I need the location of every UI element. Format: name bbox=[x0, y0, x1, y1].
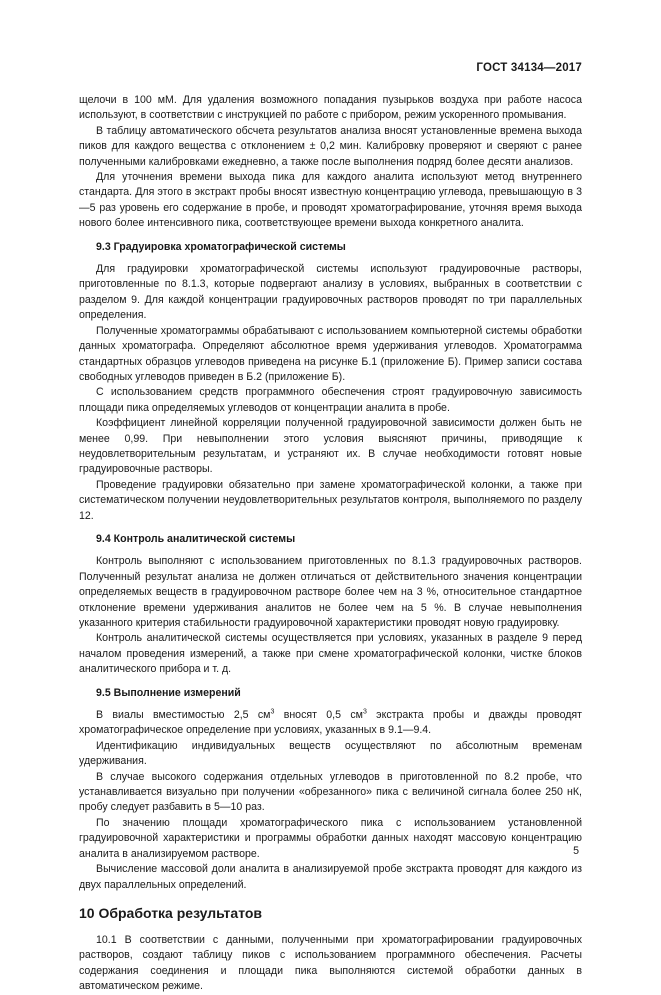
paragraph bbox=[79, 708, 582, 739]
paragraph: В таблицу автоматического обсчета результатов анализа вносят установленные времена выхода пиков для каждого вещества с отклонением ± 0,2 мин. Калибровку проверяют и сверяют с ранее полученными калибровками ежедневно, а также после выполнения подряд более десяти анализов. bbox=[79, 124, 582, 168]
paragraph: С использованием средств программного обеспечения строят градуировочную зависимость площади пика определяемых углеводов от концентрации аналита в пробе. bbox=[79, 386, 582, 414]
paragraph: 10.1 В соответствии с данными, полученными при хроматографировании градуировочных растворов, создают таблицу пиков с использованием программного обеспечения. Расчеты содержания соединения и площади пика выполняются системой обработки данных в автоматическом режиме. bbox=[79, 933, 582, 993]
text-run: вносят 0,5 см bbox=[274, 709, 363, 722]
paragraph: По значению площади хроматографического пика с использованием установленной градуировочной характеристики и программы обработки данных находят массовую концентрацию аналита в анализируемом растворе. bbox=[79, 816, 582, 860]
superscript: 3 bbox=[362, 708, 367, 716]
paragraph: В случае высокого содержания отдельных углеводов в приготовленной по 8.2 пробе, что устанавливается визуально при получении «обрезанного» пика с величиной сигнала более 250 нК, пробу следует разбавить в 5—10 раз. bbox=[79, 770, 582, 814]
paragraph: Вычисление массовой доли аналита в анализируемой пробе экстракта проводят для каждого из двух параллельных определений. bbox=[79, 863, 582, 891]
paragraph: Контроль выполняют с использованием приготовленных по 8.1.3 градуировочных растворов. Полученный результат анализа не должен отличаться от действительного значения концентрации определяемых веществ в градуировочном растворе более чем на 3 %, относительное стандартное отклонение времени удерживания аналитов не более чем на 5 %. В случае невыполнения указанного критерия стабильности градуировочной характеристики проводят новую градуировку. bbox=[79, 555, 582, 629]
paragraph: Проведение градуировки обязательно при замене хроматографической колонки, а также при систематическом получении неудовлетворительных результатов контроля, выполняемого по разделу 12. bbox=[79, 478, 582, 522]
page-number: 5 bbox=[573, 845, 579, 857]
text-run: экстракта пробы и дважды проводят хроматографическое определение при условиях, указанных в 9.1—9.4. bbox=[79, 709, 582, 737]
standard-number: ГОСТ 34134—2017 bbox=[476, 62, 582, 74]
paragraph: Идентификацию индивидуальных веществ осуществляют по абсолютным временам удерживания. bbox=[79, 739, 582, 768]
paragraph: Полученные хроматограммы обрабатывают с использованием компьютерной системы обработки данных хроматографа. Определяют абсолютное время удерживания углеводов. Хроматограмма стандартных образцов углеводов приведена на рисунке Б.1 (приложение Б). Пример записи состава свободных углеводов приведен в Б.2 (приложение Б). bbox=[79, 324, 582, 383]
document-body bbox=[79, 93, 582, 995]
section-heading-9-4: 9.4 Контроль аналитической системы bbox=[96, 532, 296, 545]
paragraph: Коэффициент линейной корреляции полученной градуировочной зависимости должен быть не менее 0,99. При невыполнении этого условия выясняют причины, приводящие к неудовлетворительным результатам, и устраняют их. В случае необходимости готовят новые градуировочные растворы. bbox=[79, 417, 582, 476]
paragraph: щелочи в 100 мМ. Для удаления возможного попадания пузырьков воздуха при работе насоса используют, в соответствии с инструкцией по работе с прибором, режим ускоренного промывания. bbox=[79, 94, 582, 122]
section-heading-9-3: 9.3 Градуировка хроматографической системы bbox=[96, 240, 346, 253]
section-heading-9-5: 9.5 Выполнение измерений bbox=[96, 686, 241, 699]
paragraph: Для уточнения времени выхода пика для каждого аналита используют метод внутреннего стандарта. Для этого в экстракт пробы вносят известную концентрацию углевода, превышающую в 3—5 раз уровень его содержание в пробе, и проводят хроматографирование, уточняя время выхода нового более интенсивного пика, соответствующее времени выхода конкретного аналита. bbox=[79, 171, 582, 230]
section-heading-10: 10 Обработка результатов bbox=[79, 904, 263, 921]
superscript: 3 bbox=[270, 708, 275, 716]
text-run: В виалы вместимостью 2,5 см bbox=[96, 709, 271, 722]
paragraph: Для градуировки хроматографической системы используют градуировочные растворы, приготовленные по 8.1.3, которые подвергают анализу в условиях, выбранных в соответствии с разделом 9. Для каждой концентрации градуировочных растворов проводят по три параллельных определения. bbox=[79, 263, 582, 322]
paragraph: Контроль аналитической системы осуществляется при условиях, указанных в разделе 9 перед началом проведения измерений, а также при смене хроматографической колонки, чистке блоков аналитического прибора и т. д. bbox=[79, 632, 582, 676]
